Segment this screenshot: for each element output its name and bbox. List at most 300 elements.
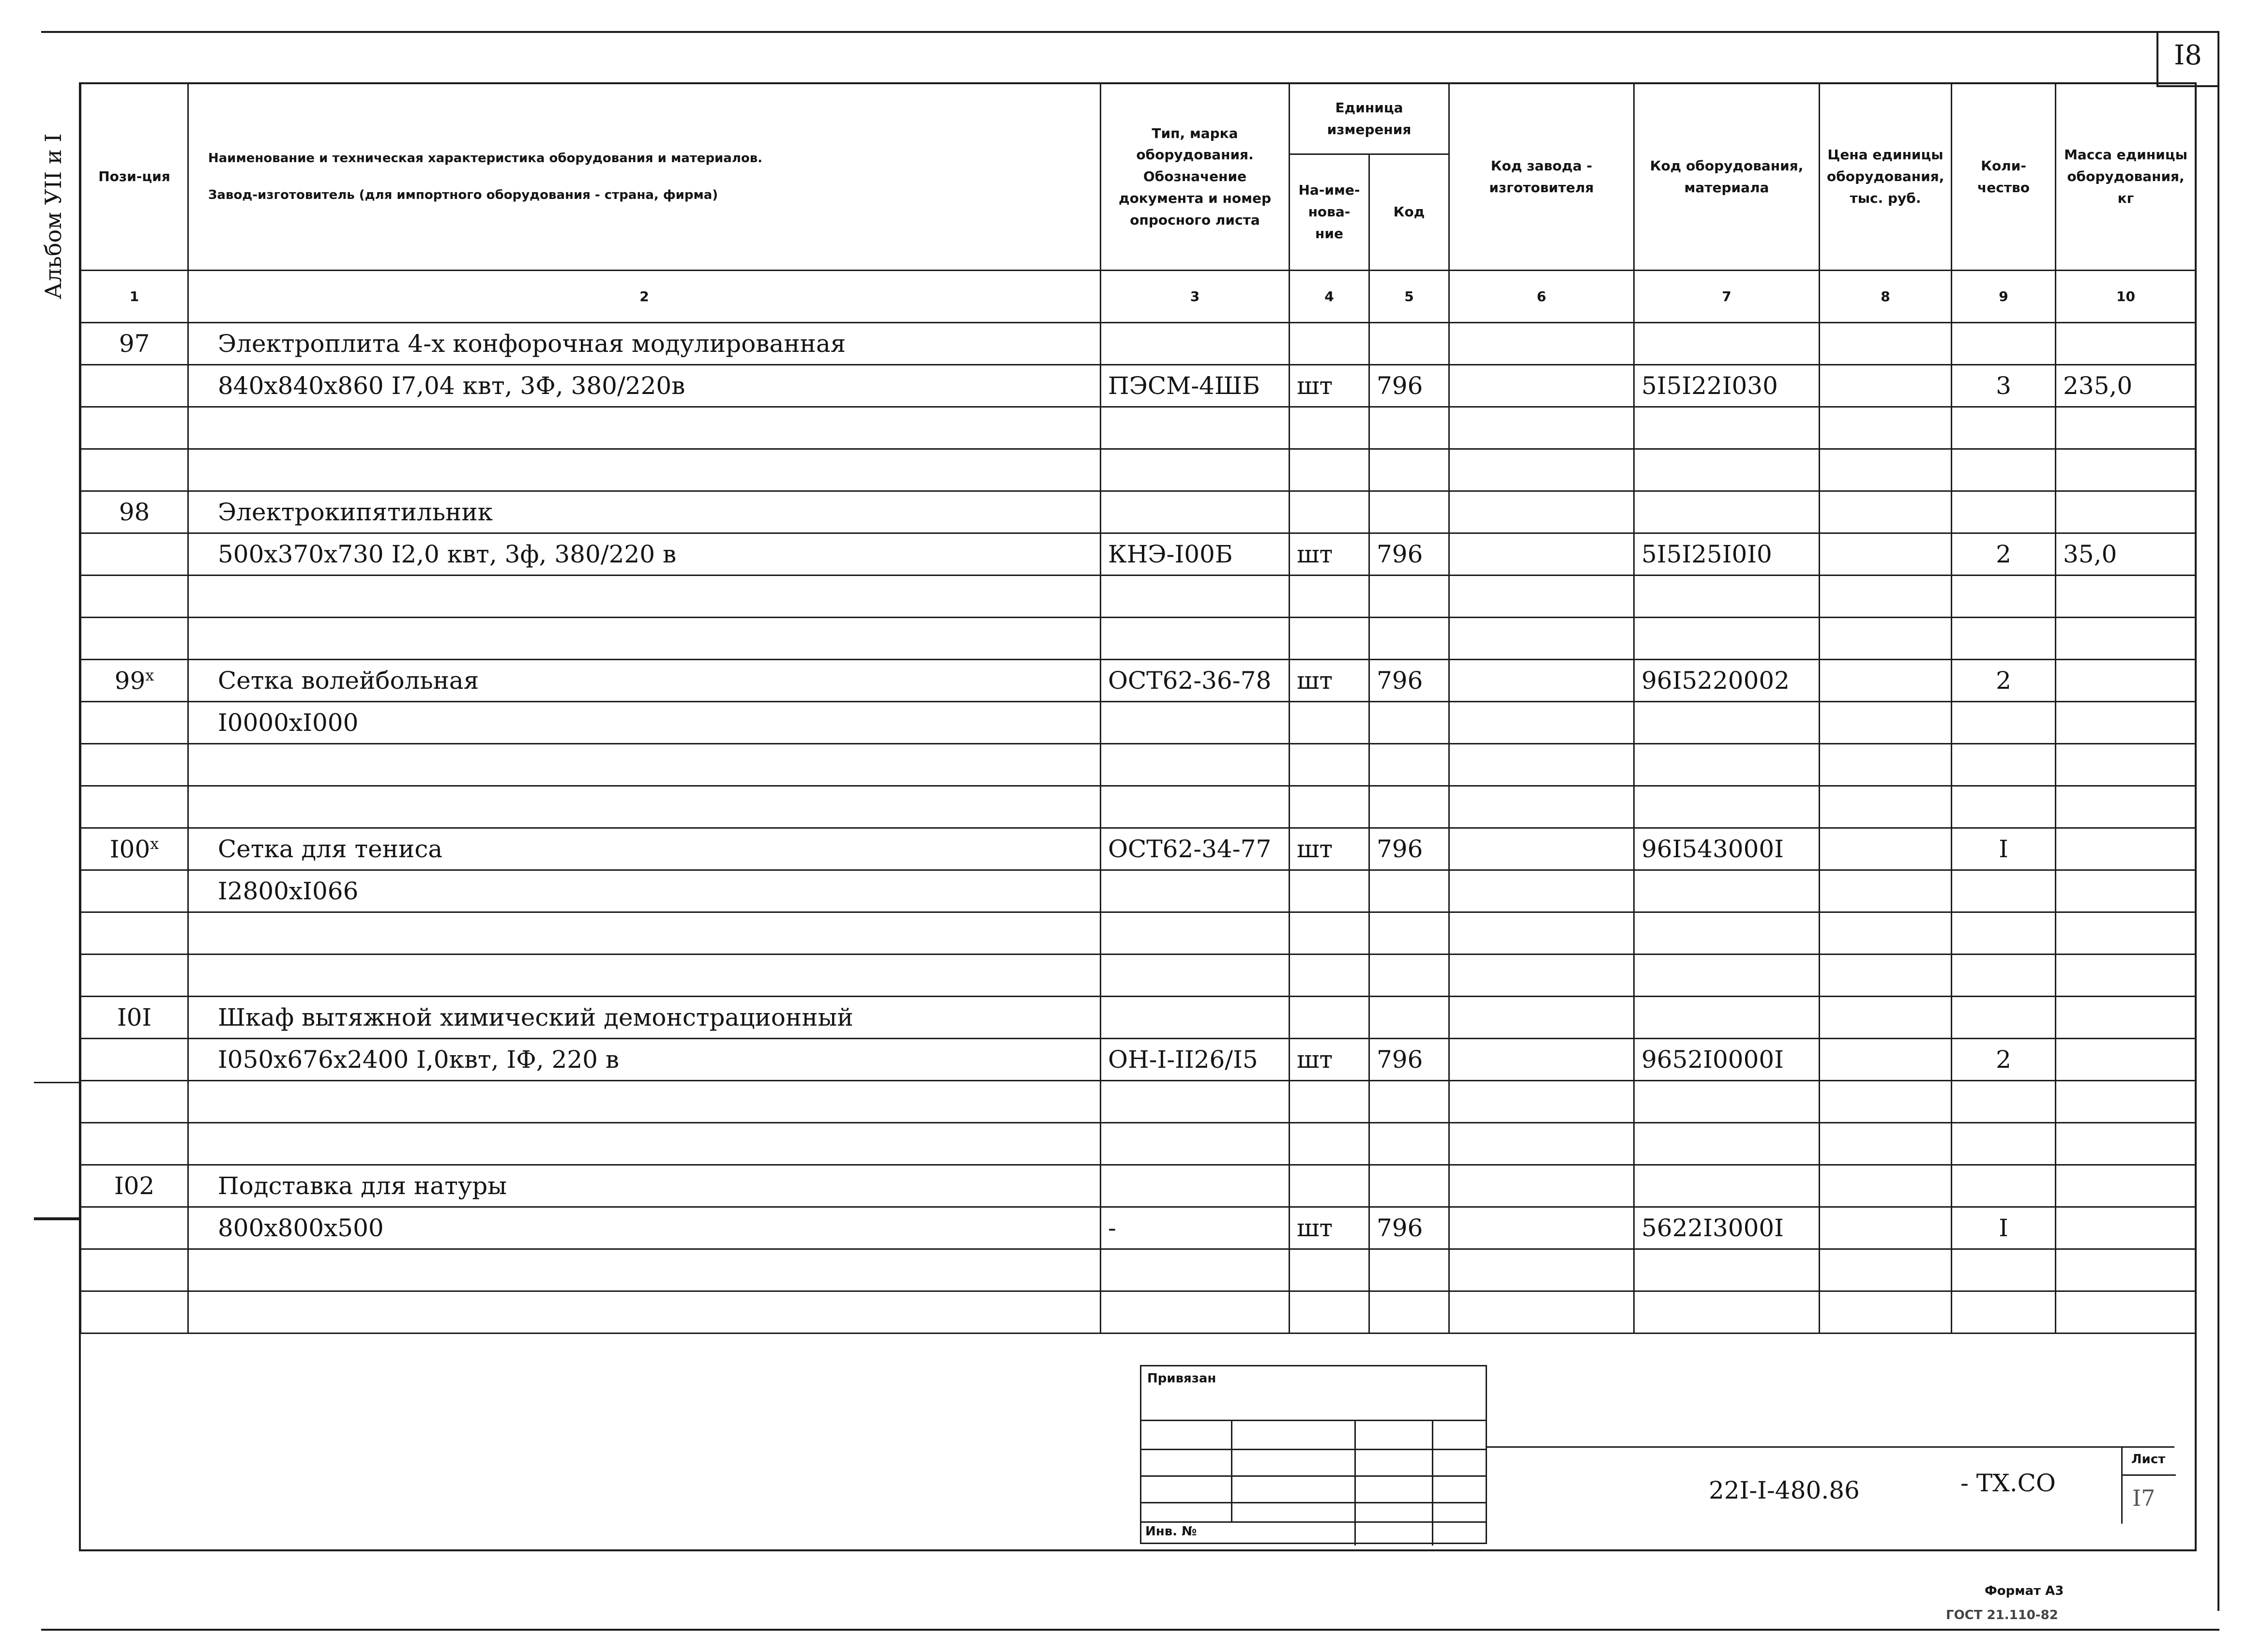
- item-code: 96I5220002: [1634, 660, 1820, 702]
- blank-row: [81, 1291, 2196, 1334]
- blank-cell: [2056, 618, 2196, 660]
- item-position: [81, 997, 188, 1039]
- item-mass: [2056, 660, 2196, 702]
- item-position-number: 97: [119, 330, 150, 358]
- item-unit: шт: [1290, 533, 1369, 576]
- item-row: [81, 323, 2196, 365]
- item-name: Сетка волейбольная: [188, 660, 1101, 702]
- item-position-mark: x: [150, 834, 159, 853]
- blank-cell: [1101, 1123, 1290, 1165]
- item-qty: 2: [1952, 660, 2056, 702]
- blank-cell: [1634, 576, 1820, 618]
- blank-cell: [188, 449, 1101, 491]
- blank-cell: [1290, 786, 1369, 828]
- blank-cell: [2056, 1291, 2196, 1334]
- item-row: [81, 997, 2196, 1039]
- blank-cell: [81, 912, 188, 955]
- stamp-grid: [1141, 1420, 1486, 1546]
- blank-cell: [81, 576, 188, 618]
- item-unit: [1290, 1165, 1369, 1207]
- blank-cell: [1952, 744, 2056, 786]
- item-qty: I: [1952, 1207, 2056, 1249]
- blank-cell: [2056, 955, 2196, 997]
- item-code: [1634, 491, 1820, 533]
- item-qty: [1952, 1165, 2056, 1207]
- item-row: [81, 828, 2196, 870]
- header-material-code: Код оборудования, материала: [1634, 84, 1820, 271]
- column-number: 1: [81, 271, 188, 323]
- blank-cell: [1952, 1123, 2056, 1165]
- blank-cell: [1634, 407, 1820, 449]
- item-maker-code: [1449, 1039, 1634, 1081]
- item-unit: [1290, 702, 1369, 744]
- item-unit: шт: [1290, 365, 1369, 407]
- item-qty: [1952, 997, 2056, 1039]
- item-position: [81, 323, 188, 365]
- item-type: ПЭСМ-4ШБ: [1101, 365, 1290, 407]
- blank-cell: [81, 955, 188, 997]
- blank-cell: [188, 618, 1101, 660]
- item-position: [81, 870, 188, 912]
- column-number: 10: [2056, 271, 2196, 323]
- item-qty: 3: [1952, 365, 2056, 407]
- blank-cell: [1369, 576, 1449, 618]
- header-maker-code: Код завода - изготовителя: [1449, 84, 1634, 271]
- blank-cell: [1449, 449, 1634, 491]
- blank-row: [81, 449, 2196, 491]
- item-position: [81, 1207, 188, 1249]
- stamp-sheet-label: Лист: [2131, 1452, 2166, 1467]
- item-position: [81, 828, 188, 870]
- blank-cell: [1820, 744, 1952, 786]
- blank-cell: [81, 1249, 188, 1291]
- item-type: [1101, 702, 1290, 744]
- blank-cell: [1369, 1081, 1449, 1123]
- bottom-border-line: [41, 1629, 2219, 1631]
- blank-cell: [1101, 744, 1290, 786]
- item-price: [1820, 491, 1952, 533]
- item-code: [1634, 702, 1820, 744]
- header-mass: Масса единицы оборудования, кг: [2056, 84, 2196, 271]
- blank-cell: [1369, 407, 1449, 449]
- blank-cell: [1101, 1081, 1290, 1123]
- item-row: [81, 365, 2196, 407]
- item-code: 5I5I22I030: [1634, 365, 1820, 407]
- item-type: ОСТ62-34-77: [1101, 828, 1290, 870]
- blank-row: [81, 955, 2196, 997]
- item-maker-code: [1449, 1207, 1634, 1249]
- blank-cell: [188, 786, 1101, 828]
- item-price: [1820, 1165, 1952, 1207]
- item-qty: [1952, 702, 2056, 744]
- item-position: [81, 1039, 188, 1081]
- blank-cell: [188, 576, 1101, 618]
- item-mass: [2056, 828, 2196, 870]
- item-position: [81, 1165, 188, 1207]
- blank-cell: [2056, 407, 2196, 449]
- item-position: [81, 365, 188, 407]
- blank-cell: [1290, 912, 1369, 955]
- stamp-doc-code: 22I-I-480.86: [1709, 1476, 1860, 1504]
- item-maker-code: [1449, 533, 1634, 576]
- item-price: [1820, 323, 1952, 365]
- item-code: 5I5I25I0I0: [1634, 533, 1820, 576]
- footer-format: Формат А3: [1985, 1584, 2064, 1598]
- item-spec: I0000xI000: [188, 702, 1101, 744]
- item-row: [81, 1165, 2196, 1207]
- item-position-number: I00: [109, 835, 151, 864]
- blank-cell: [1290, 407, 1369, 449]
- item-row: [81, 660, 2196, 702]
- column-number: 9: [1952, 271, 2056, 323]
- blank-cell: [1369, 744, 1449, 786]
- blank-row: [81, 744, 2196, 786]
- blank-cell: [188, 1291, 1101, 1334]
- item-mass: [2056, 997, 2196, 1039]
- blank-cell: [1290, 744, 1369, 786]
- item-mass: [2056, 1207, 2196, 1249]
- blank-cell: [188, 1249, 1101, 1291]
- blank-cell: [1369, 1291, 1449, 1334]
- blank-cell: [1101, 912, 1290, 955]
- left-margin-stub: [34, 1217, 80, 1432]
- blank-cell: [1634, 449, 1820, 491]
- column-number: 3: [1101, 271, 1290, 323]
- blank-row: [81, 1249, 2196, 1291]
- item-maker-code: [1449, 997, 1634, 1039]
- header-name: [188, 84, 1101, 271]
- blank-cell: [81, 407, 188, 449]
- blank-cell: [1820, 786, 1952, 828]
- header-position: Пози-ция: [81, 84, 188, 271]
- item-unit: шт: [1290, 660, 1369, 702]
- item-name: Электрокипятильник: [188, 491, 1101, 533]
- item-maker-code: [1449, 323, 1634, 365]
- blank-cell: [1952, 576, 2056, 618]
- header-name-line1: Наименование и техническая характеристика оборудования и материалов.: [208, 151, 763, 166]
- blank-row: [81, 1123, 2196, 1165]
- blank-cell: [1449, 1291, 1634, 1334]
- item-position-number: 99: [114, 667, 146, 695]
- item-unit-code: [1369, 323, 1449, 365]
- blank-cell: [1634, 1249, 1820, 1291]
- blank-cell: [1634, 1123, 1820, 1165]
- item-code: 9652I0000I: [1634, 1039, 1820, 1081]
- item-maker-code: [1449, 660, 1634, 702]
- item-mass: [2056, 870, 2196, 912]
- item-maker-code: [1449, 491, 1634, 533]
- blank-cell: [1952, 618, 2056, 660]
- item-unit: [1290, 491, 1369, 533]
- blank-row: [81, 786, 2196, 828]
- blank-cell: [188, 955, 1101, 997]
- blank-cell: [81, 1291, 188, 1334]
- item-row: [81, 533, 2196, 576]
- blank-cell: [1369, 955, 1449, 997]
- item-spec: 500x370x730 I2,0 квт, 3ф, 380/220 в: [188, 533, 1101, 576]
- stamp-doc-suffix: - ТХ.СО: [1960, 1469, 2056, 1497]
- blank-cell: [1101, 576, 1290, 618]
- blank-cell: [1952, 449, 2056, 491]
- blank-cell: [1290, 1081, 1369, 1123]
- blank-cell: [1820, 576, 1952, 618]
- item-type: ОСТ62-36-78: [1101, 660, 1290, 702]
- header-name-line2: Завод-изготовитель (для импортного оборудования - страна, фирма): [208, 187, 718, 202]
- item-row: [81, 491, 2196, 533]
- item-price: [1820, 660, 1952, 702]
- blank-cell: [1449, 407, 1634, 449]
- item-mass: [2056, 491, 2196, 533]
- item-name: Сетка для тениса: [188, 828, 1101, 870]
- blank-cell: [81, 744, 188, 786]
- blank-cell: [1369, 912, 1449, 955]
- item-mass: 35,0: [2056, 533, 2196, 576]
- item-mass: [2056, 1039, 2196, 1081]
- blank-cell: [1101, 618, 1290, 660]
- blank-cell: [2056, 1249, 2196, 1291]
- header-unit-group: Единица измерения: [1290, 84, 1449, 154]
- item-position: [81, 491, 188, 533]
- item-row: [81, 1207, 2196, 1249]
- column-number: 4: [1290, 271, 1369, 323]
- item-spec: I050x676x2400 I,0квт, IФ, 220 в: [188, 1039, 1101, 1081]
- blank-cell: [1101, 1291, 1290, 1334]
- blank-cell: [1369, 1249, 1449, 1291]
- item-unit-code: [1369, 491, 1449, 533]
- item-price: [1820, 870, 1952, 912]
- specification-table: [80, 83, 2197, 1334]
- item-type: КНЭ-I00Б: [1101, 533, 1290, 576]
- item-mass: [2056, 323, 2196, 365]
- item-type: ОН-I-II26/I5: [1101, 1039, 1290, 1081]
- blank-row: [81, 576, 2196, 618]
- blank-cell: [1290, 449, 1369, 491]
- item-type: [1101, 323, 1290, 365]
- item-qty: 2: [1952, 1039, 2056, 1081]
- item-maker-code: [1449, 365, 1634, 407]
- item-qty: 2: [1952, 533, 2056, 576]
- header-price: Цена единицы оборудования, тыс. руб.: [1820, 84, 1952, 271]
- item-unit-code: 796: [1369, 533, 1449, 576]
- item-price: [1820, 997, 1952, 1039]
- item-unit: [1290, 323, 1369, 365]
- blank-cell: [1952, 955, 2056, 997]
- item-unit: [1290, 997, 1369, 1039]
- column-number: 5: [1369, 271, 1449, 323]
- item-unit-code: 796: [1369, 1039, 1449, 1081]
- item-spec: I2800xI066: [188, 870, 1101, 912]
- blank-row: [81, 407, 2196, 449]
- blank-cell: [1101, 449, 1290, 491]
- stamp-inv-label: Инв. №: [1145, 1524, 1197, 1539]
- column-number: 2: [188, 271, 1101, 323]
- item-unit: шт: [1290, 1039, 1369, 1081]
- blank-cell: [2056, 786, 2196, 828]
- blank-cell: [1369, 786, 1449, 828]
- blank-cell: [81, 786, 188, 828]
- blank-cell: [2056, 449, 2196, 491]
- blank-cell: [1634, 912, 1820, 955]
- blank-cell: [1820, 955, 1952, 997]
- blank-cell: [1634, 955, 1820, 997]
- blank-cell: [1634, 1081, 1820, 1123]
- item-unit: шт: [1290, 828, 1369, 870]
- blank-cell: [1820, 618, 1952, 660]
- item-row: [81, 870, 2196, 912]
- left-margin-stub: [34, 1082, 81, 1220]
- blank-cell: [1634, 618, 1820, 660]
- item-position-number: I0I: [117, 1003, 152, 1031]
- item-maker-code: [1449, 702, 1634, 744]
- blank-cell: [1101, 407, 1290, 449]
- sheet-corner-number: I8: [2174, 40, 2202, 71]
- album-side-label: Альбом УII и I: [40, 133, 66, 300]
- blank-cell: [1820, 1291, 1952, 1334]
- blank-cell: [1820, 449, 1952, 491]
- item-type: -: [1101, 1207, 1290, 1249]
- header-unit-name: На-име-нова-ние: [1290, 154, 1369, 271]
- item-type: [1101, 997, 1290, 1039]
- blank-row: [81, 1081, 2196, 1123]
- column-number: 6: [1449, 271, 1634, 323]
- blank-cell: [1290, 576, 1369, 618]
- blank-cell: [81, 449, 188, 491]
- blank-cell: [1634, 786, 1820, 828]
- item-code: 5622I3000I: [1634, 1207, 1820, 1249]
- blank-cell: [1101, 955, 1290, 997]
- column-number-row: [81, 271, 2196, 323]
- stamp-sheet-number: I7: [2132, 1485, 2156, 1511]
- column-number: 7: [1634, 271, 1820, 323]
- blank-cell: [1369, 618, 1449, 660]
- item-price: [1820, 828, 1952, 870]
- blank-row: [81, 912, 2196, 955]
- blank-cell: [1820, 407, 1952, 449]
- blank-cell: [1449, 955, 1634, 997]
- item-unit-code: [1369, 1165, 1449, 1207]
- blank-cell: [1449, 744, 1634, 786]
- blank-cell: [1290, 1249, 1369, 1291]
- item-name: Шкаф вытяжной химический демонстрационный: [188, 997, 1101, 1039]
- item-code: 96I543000I: [1634, 828, 1820, 870]
- blank-cell: [1101, 1249, 1290, 1291]
- blank-cell: [1290, 1291, 1369, 1334]
- item-unit-code: [1369, 870, 1449, 912]
- item-price: [1820, 533, 1952, 576]
- item-qty: [1952, 491, 2056, 533]
- item-unit-code: [1369, 702, 1449, 744]
- blank-cell: [1820, 1081, 1952, 1123]
- item-row: [81, 702, 2196, 744]
- blank-cell: [81, 618, 188, 660]
- blank-cell: [188, 912, 1101, 955]
- item-code: [1634, 323, 1820, 365]
- item-row: [81, 1039, 2196, 1081]
- item-qty: I: [1952, 828, 2056, 870]
- blank-cell: [1952, 912, 2056, 955]
- item-code: [1634, 997, 1820, 1039]
- blank-cell: [1449, 618, 1634, 660]
- header-unit-code: Код: [1369, 154, 1449, 271]
- item-spec: 840x840x860 I7,04 квт, 3Ф, 380/220в: [188, 365, 1101, 407]
- blank-cell: [2056, 744, 2196, 786]
- item-price: [1820, 702, 1952, 744]
- header-type: Тип, марка оборудования. Обозначение документа и номер опросного листа: [1101, 84, 1290, 271]
- blank-cell: [1449, 786, 1634, 828]
- blank-cell: [2056, 1081, 2196, 1123]
- item-position-number: I02: [114, 1172, 155, 1200]
- item-type: [1101, 1165, 1290, 1207]
- blank-cell: [1290, 955, 1369, 997]
- item-price: [1820, 1207, 1952, 1249]
- blank-cell: [188, 1123, 1101, 1165]
- item-price: [1820, 1039, 1952, 1081]
- blank-cell: [1952, 1291, 2056, 1334]
- blank-cell: [1952, 407, 2056, 449]
- blank-cell: [2056, 912, 2196, 955]
- top-border-line: [41, 31, 2156, 33]
- item-unit-code: [1369, 997, 1449, 1039]
- blank-cell: [2056, 1123, 2196, 1165]
- item-mass: 235,0: [2056, 365, 2196, 407]
- stamp-attached-label: Привязан: [1147, 1371, 1216, 1386]
- item-type: [1101, 870, 1290, 912]
- item-maker-code: [1449, 870, 1634, 912]
- item-maker-code: [1449, 828, 1634, 870]
- blank-cell: [2056, 576, 2196, 618]
- item-unit-code: 796: [1369, 1207, 1449, 1249]
- blank-cell: [1820, 1249, 1952, 1291]
- blank-cell: [1952, 786, 2056, 828]
- item-mass: [2056, 1165, 2196, 1207]
- item-price: [1820, 365, 1952, 407]
- item-code: [1634, 870, 1820, 912]
- blank-cell: [1449, 1249, 1634, 1291]
- item-name: Подставка для натуры: [188, 1165, 1101, 1207]
- item-position-number: 98: [119, 498, 150, 526]
- item-spec: 800x800x500: [188, 1207, 1101, 1249]
- blank-cell: [1290, 1123, 1369, 1165]
- item-name: Электроплита 4-х конфорочная модулированная: [188, 323, 1101, 365]
- stamp-sheet-box: [2121, 1446, 2176, 1524]
- item-type: [1101, 491, 1290, 533]
- blank-cell: [1290, 618, 1369, 660]
- blank-cell: [81, 1123, 188, 1165]
- blank-cell: [1369, 1123, 1449, 1165]
- blank-cell: [1449, 912, 1634, 955]
- stamp-attached-box: [1140, 1365, 1487, 1544]
- blank-cell: [1820, 1123, 1952, 1165]
- blank-row: [81, 618, 2196, 660]
- blank-cell: [1634, 744, 1820, 786]
- header-qty: Коли-чество: [1952, 84, 2056, 271]
- item-qty: [1952, 870, 2056, 912]
- item-position: [81, 702, 188, 744]
- column-number: 8: [1820, 271, 1952, 323]
- item-unit: [1290, 870, 1369, 912]
- blank-cell: [188, 744, 1101, 786]
- right-border-line: [2217, 86, 2219, 1611]
- blank-cell: [1101, 786, 1290, 828]
- item-position: [81, 660, 188, 702]
- item-unit-code: 796: [1369, 660, 1449, 702]
- blank-cell: [81, 1081, 188, 1123]
- blank-cell: [1449, 1123, 1634, 1165]
- item-unit-code: 796: [1369, 828, 1449, 870]
- blank-cell: [1634, 1291, 1820, 1334]
- item-maker-code: [1449, 1165, 1634, 1207]
- item-unit-code: 796: [1369, 365, 1449, 407]
